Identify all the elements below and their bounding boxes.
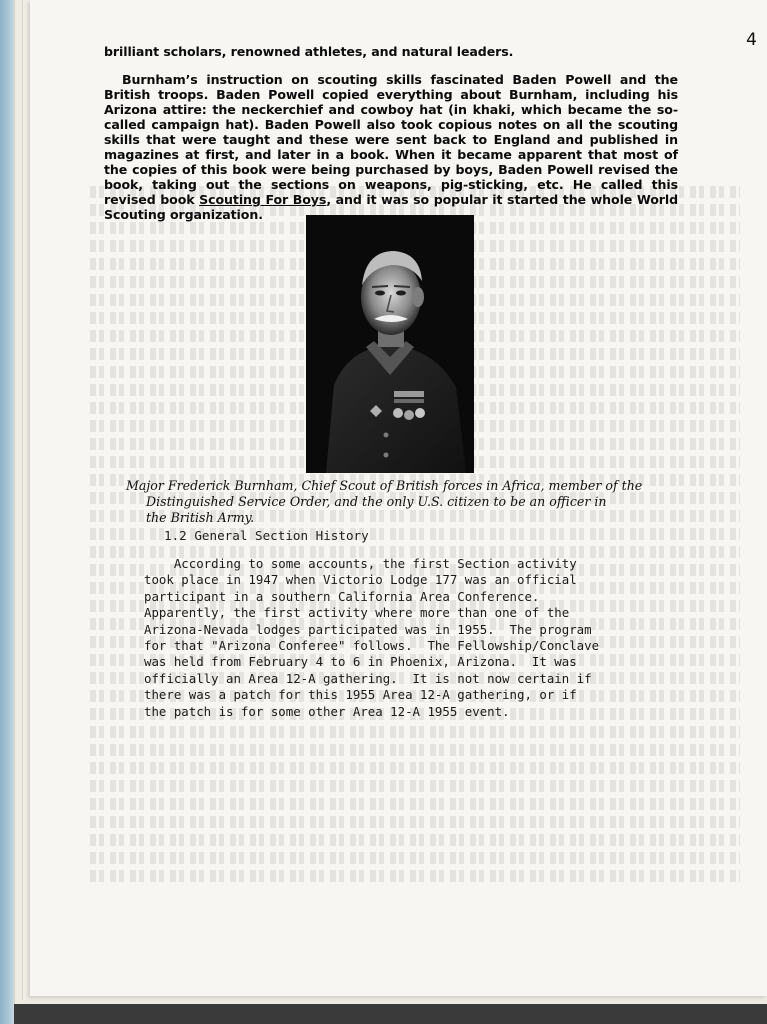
text-line: According to some accounts, the first Section activity [144,556,577,571]
lead-line: brilliant scholars, renowned athletes, and natural leaders. [104,44,514,59]
text-line: Apparently, the first activity where more than one of the [144,605,570,621]
binder-edge [0,0,14,1024]
text-line: was held from February 4 to 6 in Phoenix, Arizona. It was [144,654,577,670]
text-line: the patch is for some other Area 12-A 1955 event. [144,703,510,719]
burnham-paragraph-end: , and it was so popular it started the whole World Scouting organization. [104,192,678,222]
burnham-paragraph [104,72,678,222]
portrait-illustration [306,215,474,473]
caption-line: the British Army. [146,510,255,525]
photo-caption [126,478,710,526]
burnham-paragraph-text: Burnham’s instruction on scouting skills fascinated Baden Powell and the British troops. Baden Powell copied everything about Burnham, including his Arizona attire: the neckerchief and cowboy hat (in khaki, which became the so-called campaign hat). Baden Powell also took copious notes on all the scouting skills that were taught and these were sent back to England and published in magazines at first, and later in a book. When it became apparent that most of the copies of this book were being purchased by boys, Baden Powell revised the book, taking out the sections on weapons, pig-sticking, etc. He called this revised book [104,72,678,207]
text-line: officially an Area 12-A gathering. It is not now certain if [144,670,592,686]
section-history-text [144,556,684,720]
text-line: took place in 1947 when Victorio Lodge 177 was an official [144,572,577,588]
text-line: Arizona-Nevada lodges participated was in 1955. The program [144,621,592,637]
page-number: 4 [746,30,757,50]
caption-line: Major Frederick Burnham, Chief Scout of British forces in Africa, member of the [126,478,643,493]
text-line: for that "Arizona Conferee" follows. The Fellowship/Conclave [144,638,600,654]
caption-line: Distinguished Service Order, and the only U.S. citizen to be an officer in [146,494,607,509]
section-heading: 1.2 General Section History [164,528,369,543]
text-line: there was a patch for this 1955 Area 12-A gathering, or if [144,687,577,703]
text-line: participant in a southern California Area Conference. [144,588,540,604]
body-text [104,44,678,222]
burnham-portrait-photo [306,215,474,473]
book-title: Scouting For Boys [199,192,327,207]
